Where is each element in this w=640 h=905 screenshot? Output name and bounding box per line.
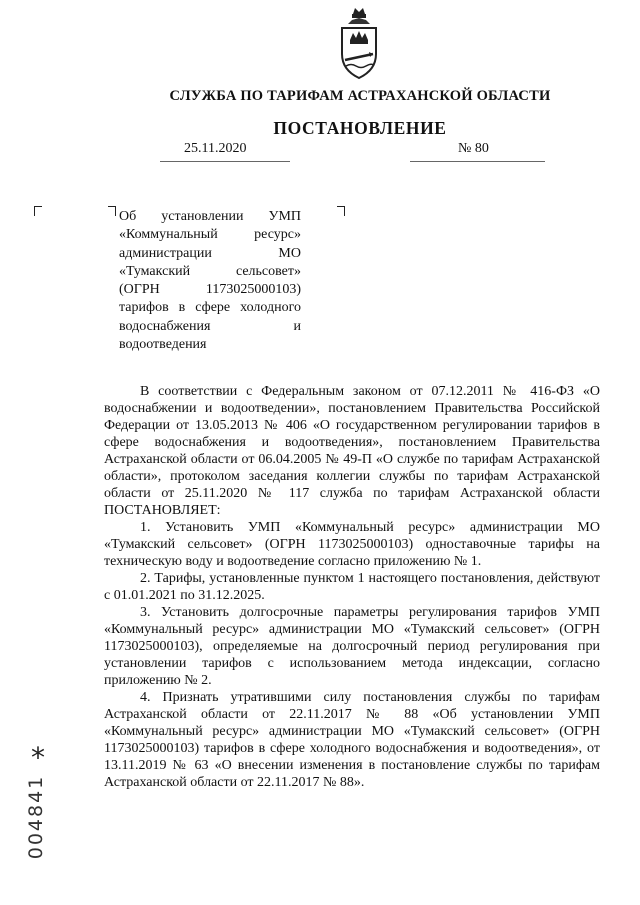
document-date: 25.11.2020 (184, 141, 247, 156)
document-subject: Об установлении УМП «Коммунальный ресурс» администрации МО «Тумакский сельсовет» (ОГРН 1173025000103) тарифов в сфере холодного водоснабжения и водоотведения (119, 209, 301, 353)
organization-title: СЛУЖБА ПО ТАРИФАМ АСТРАХАНСКОЙ ОБЛАСТИ (169, 88, 551, 104)
preamble-paragraph: В соответствии с Федеральным законом от 07.12.2011 № 416-ФЗ «О водоснабжении и водоотведении», постановлением Правительства Российской Федерации от 13.05.2013 № 406 «О государственном регулировании тарифов в сфере водоснабжения и водоотведения», постановлением Правительства Астраханской области от 06.04.2005 № 49-П «О службе по тарифам Астраханской области», протоколом заседания коллегии службы по тарифам Астраханской области от 25.11.2020 № 117 служба по тарифам Астраханской области ПОСТАНОВЛЯЕТ: (104, 384, 600, 518)
asterisk-mark: * (31, 741, 45, 774)
item-paragraph: 4. Признать утратившими силу постановления службы по тарифам Астраханской области от 22.11.2017 № 88 «Об установлении УМП «Коммунальный ресурс» администрации МО «Тумакский сельсовет» (ОГРН 1173025000103) тарифов в сфере холодного водоснабжения и водоотведения», от 13.11.2019 № 63 «О внесении изменения в постановление службы по тарифам Астраханской области от 22.11.2017 № 88». (104, 690, 600, 790)
coat-of-arms-icon (336, 8, 382, 80)
document-type: ПОСТАНОВЛЕНИЕ (273, 118, 447, 138)
corner-mark-left (34, 206, 42, 216)
number-underline (410, 161, 545, 162)
item-paragraph: 2. Тарифы, установленные пунктом 1 настоящего постановления, действуют с 01.01.2021 по 31.12.2025. (104, 571, 600, 603)
corner-mark-right (337, 206, 345, 216)
corner-mark-subject-start (108, 206, 116, 216)
serial-number: 004841 (25, 774, 47, 860)
item-paragraph: 3. Установить долгосрочные параметры регулирования тарифов УМП «Коммунальный ресурс» администрации МО «Тумакский сельсовет» (ОГРН 1173025000103), определяемые на долгосрочный период регулирования при установлении тарифов с использованием метода индексации, согласно приложению № 2. (104, 605, 600, 688)
date-underline (160, 161, 290, 162)
serial-stamp (20, 741, 56, 890)
document-body (104, 383, 600, 791)
document-number: № 80 (458, 141, 489, 156)
item-paragraph: 1. Установить УМП «Коммунальный ресурс» администрации МО «Тумакский сельсовет» (ОГРН 1173025000103) одноставочные тарифы на техническую воду и водоотведение согласно приложению № 1. (104, 520, 600, 569)
